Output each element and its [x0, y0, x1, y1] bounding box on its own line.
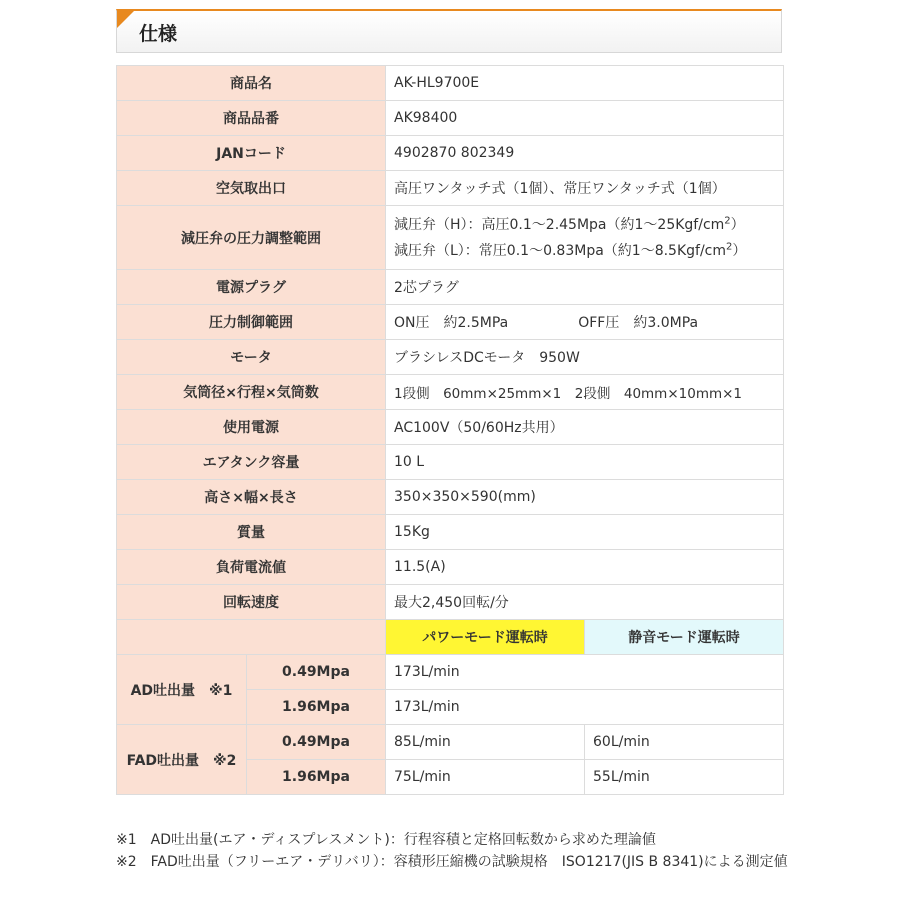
spec-value: 最大2,450回転/分: [386, 585, 784, 620]
spec-row-jan-code: [117, 136, 784, 171]
footnotes: [116, 829, 796, 873]
spec-row-cylinder: [117, 375, 784, 410]
pressure-label: 1.96Mpa: [247, 690, 386, 725]
ad-value: 173L/min: [386, 655, 784, 690]
spec-label: モータ: [117, 340, 386, 375]
spec-value: AK98400: [386, 101, 784, 136]
spec-value: 11.5(A): [386, 550, 784, 585]
footnote-fad: ※2 FAD吐出量（フリーエア・デリバリ）：容積形圧縮機の試験規格 ISO1217(JIS B 8341)による測定値: [116, 854, 788, 870]
spec-value: 350×350×590(mm): [386, 480, 784, 515]
spec-label: 質量: [117, 515, 386, 550]
spec-label: 電源プラグ: [117, 270, 386, 305]
spec-value: ブラシレスDCモータ 950W: [386, 340, 784, 375]
pressure-label: 0.49Mpa: [247, 725, 386, 760]
spec-label: エアタンク容量: [117, 445, 386, 480]
spec-label: 空気取出口: [117, 171, 386, 206]
spec-row-load-current: [117, 550, 784, 585]
spec-row-rotation-speed: [117, 585, 784, 620]
spec-label: 高さ×幅×長さ: [117, 480, 386, 515]
spec-table: [116, 65, 784, 795]
spec-value: AK-HL9700E: [386, 66, 784, 101]
fad-power-value: 75L/min: [386, 760, 585, 795]
spec-label: 圧力制御範囲: [117, 305, 386, 340]
ad-value: 173L/min: [386, 690, 784, 725]
mode-header-empty: [117, 620, 386, 655]
spec-label: 商品名: [117, 66, 386, 101]
ad-row-1: [117, 655, 784, 690]
spec-value: AC100V（50/60Hz共用）: [386, 410, 784, 445]
spec-value: 1段側 60mm×25mm×1 2段側 40mm×10mm×1: [386, 375, 784, 410]
footnote-ad: ※1 AD吐出量(エア・ディスプレスメント)：行程容積と定格回転数から求めた理論値: [116, 832, 656, 848]
section-title: 仕様: [139, 23, 178, 45]
fad-silent-value: 55L/min: [585, 760, 784, 795]
spec-row-weight: [117, 515, 784, 550]
section-heading: [116, 9, 782, 53]
fad-power-value: 85L/min: [386, 725, 585, 760]
spec-row-product-number: [117, 101, 784, 136]
pressure-label: 1.96Mpa: [247, 760, 386, 795]
spec-label: 使用電源: [117, 410, 386, 445]
fad-label: FAD吐出量 ※2: [117, 725, 247, 795]
ad-label: AD吐出量 ※1: [117, 655, 247, 725]
spec-row-product-name: [117, 66, 784, 101]
spec-row-pressure-control: [117, 305, 784, 340]
spec-label: 気筒径×行程×気筒数: [117, 375, 386, 410]
spec-value: 4902870 802349: [386, 136, 784, 171]
spec-row-air-outlet: [117, 171, 784, 206]
spec-value: 10 L: [386, 445, 784, 480]
spec-value: 15Kg: [386, 515, 784, 550]
spec-value: [386, 206, 784, 270]
spec-row-pressure-range: [117, 206, 784, 270]
regulator-h-line: 減圧弁（H）：高圧0.1～2.45Mpa（約$1\sim 25Kgf/cm^2$）: [394, 214, 745, 233]
spec-row-power-plug: [117, 270, 784, 305]
mode-header-row: [117, 620, 784, 655]
power-mode-header: パワーモード運転時: [386, 620, 585, 655]
spec-value: ON圧 約2.5MPa OFF圧 約3.0MPa: [386, 305, 784, 340]
pressure-label: 0.49Mpa: [247, 655, 386, 690]
regulator-l-line: 減圧弁（L）：常圧0.1～0.83Mpa（約$1\sim 8.5Kgf/cm^2$）: [394, 240, 747, 259]
spec-label: 減圧弁の圧力調整範囲: [117, 206, 386, 270]
spec-label: JANコード: [117, 136, 386, 171]
spec-row-power-supply: [117, 410, 784, 445]
fad-row-1: [117, 725, 784, 760]
spec-value: 高圧ワンタッチ式（1個）、常圧ワンタッチ式（1個）: [386, 171, 784, 206]
spec-label: 負荷電流値: [117, 550, 386, 585]
heading-corner-accent: [117, 11, 134, 28]
fad-silent-value: 60L/min: [585, 725, 784, 760]
spec-value: 2芯プラグ: [386, 270, 784, 305]
spec-row-tank-capacity: [117, 445, 784, 480]
silent-mode-header: 静音モード運転時: [585, 620, 784, 655]
spec-row-motor: [117, 340, 784, 375]
spec-label: 回転速度: [117, 585, 386, 620]
spec-label: 商品品番: [117, 101, 386, 136]
spec-row-dimensions: [117, 480, 784, 515]
